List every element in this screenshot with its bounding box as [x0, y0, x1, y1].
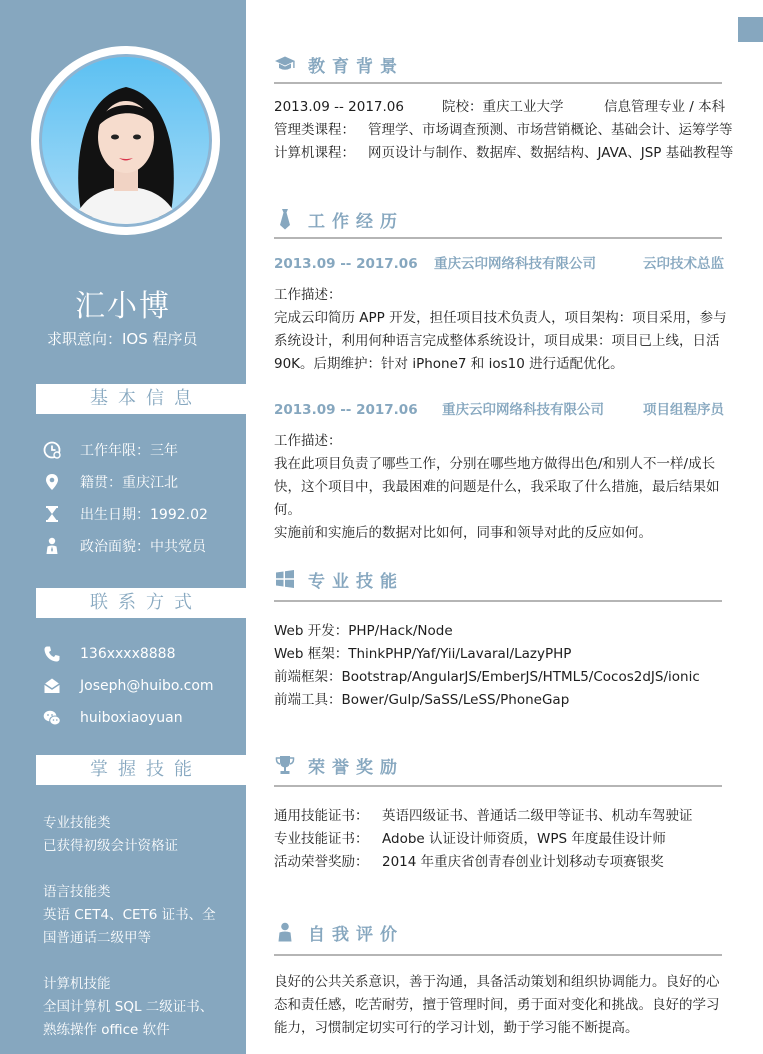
computer-course-label: 计算机课程： — [274, 145, 355, 161]
self-eval-line: 良好的公共关系意识，善于沟通，具备活动策划和组织协调能力。良好的心 — [274, 974, 720, 990]
job-1-description — [274, 284, 730, 376]
self-eval-divider — [274, 954, 722, 956]
skill-group-title: 语言技能类 — [43, 884, 111, 900]
skills-heading: 掌握技能 — [36, 755, 246, 785]
skill-group-title: 计算机技能 — [43, 976, 111, 992]
management-course-label: 管理类课程： — [274, 122, 355, 138]
graduation-cap-icon — [274, 53, 296, 75]
info-birthdate — [43, 503, 208, 525]
profile-photo — [39, 54, 212, 227]
work-divider — [274, 237, 722, 239]
necktie-icon — [274, 208, 296, 230]
profile-photo-frame — [31, 46, 220, 235]
skill-group-line: 已获得初级会计资格证 — [43, 838, 178, 854]
job-1-desc-label: 工作描述： — [274, 287, 342, 303]
contact-wechat — [43, 707, 183, 729]
location-pin-icon — [43, 473, 61, 491]
job-2-description — [274, 430, 730, 545]
mail-icon — [43, 677, 61, 695]
skills-title: 专业技能 — [308, 571, 404, 592]
skills-section-heading — [274, 565, 404, 593]
info-hometown-text: 籍贯：重庆江北 — [80, 475, 178, 491]
honor-label: 通用技能证书： — [274, 808, 369, 824]
job-2-desc-line: 我在此项目负责了哪些工作，分别在哪些地方做得出色/和别人不一样/成长 — [274, 456, 716, 472]
skill-group-line: 英语 CET4、CET6 证书、全 — [43, 907, 216, 923]
education-period: 2013.09 -- 2017.06 — [274, 99, 404, 115]
info-birthdate-text: 出生日期：1992.02 — [80, 507, 208, 523]
skill-group-line: 全国计算机 SQL 二级证书、 — [43, 999, 214, 1015]
self-eval-line: 能力，习惯制定切实可行的学习计划，勤于学习能不断提高。 — [274, 1020, 639, 1036]
info-work-years-text: 工作年限：三年 — [80, 443, 178, 459]
skills-divider — [274, 600, 722, 602]
trophy-icon — [274, 754, 296, 776]
windows-logo-icon — [274, 568, 296, 590]
contact-heading: 联系方式 — [36, 588, 246, 618]
info-political-text: 政治面貌：中共党员 — [80, 539, 206, 555]
info-work-years — [43, 439, 178, 461]
honor-label: 活动荣誉奖励： — [274, 854, 369, 870]
education-divider — [274, 82, 722, 84]
education-school: 院校：重庆工业大学 — [442, 99, 564, 115]
computer-course-text: 网页设计与制作、数据库、数据结构、JAVA、JSP 基础教程等 — [368, 145, 734, 161]
job-2-desc-label: 工作描述： — [274, 433, 342, 449]
job-2-period: 2013.09 -- 2017.06 — [274, 402, 418, 418]
honor-text: 英语四级证书、普通话二级甲等证书、机动车驾驶证 — [382, 808, 693, 824]
work-title: 工作经历 — [308, 211, 404, 232]
education-title: 教育背景 — [308, 56, 404, 77]
self-eval-line: 态和责任感，吃苦耐劳，擅于管理时间，勇于面对变化和挑战。良好的学习 — [274, 997, 720, 1013]
job-1-period: 2013.09 -- 2017.06 — [274, 256, 418, 272]
job-1-desc-line: 系统设计，利用何种语言完成整体系统设计，项目成果：项目已上线，日活 — [274, 333, 720, 349]
sidebar — [0, 0, 246, 1054]
work-years-icon — [43, 441, 61, 459]
skill-group-line: 国普通话二级甲等 — [43, 930, 151, 946]
candidate-name: 汇小博 — [75, 289, 171, 324]
info-political — [43, 535, 206, 557]
skill-group-line: 熟练操作 office 软件 — [43, 1022, 170, 1038]
contact-email — [43, 675, 214, 697]
contact-phone-text: 136xxxx8888 — [80, 646, 176, 662]
job-1-position: 云印技术总监 — [643, 256, 724, 272]
honor-text: 2014 年重庆省创青春创业计划移动专项赛银奖 — [382, 854, 664, 870]
person-icon — [274, 921, 296, 943]
skill-line: 前端框架：Bootstrap/AngularJS/EmberJS/HTML5/Cocos2dJS/ionic — [274, 669, 700, 685]
job-2-desc-line: 实施前和实施后的数据对比如何，同事和领导对此的反应如何。 — [274, 525, 652, 541]
management-course-text: 管理学、市场调查预测、市场营销概论、基础会计、运筹学等 — [368, 122, 733, 138]
job-2-desc-line: 快，这个项目中，我最困难的问题是什么，我采取了什么措施，最后结果如何。 — [274, 479, 720, 518]
honors-divider — [274, 785, 722, 787]
phone-icon — [43, 645, 61, 663]
job-1-company: 重庆云印网络科技有限公司 — [434, 256, 596, 272]
job-intent: 求职意向：IOS 程序员 — [47, 330, 198, 348]
contact-phone — [43, 643, 176, 665]
work-section-heading — [274, 205, 404, 233]
hourglass-icon — [43, 505, 61, 523]
skill-line: 前端工具：Bower/Gulp/SaSS/LeSS/PhoneGap — [274, 692, 570, 708]
person-icon — [43, 537, 61, 555]
job-2-position: 项目组程序员 — [643, 402, 724, 418]
basic-info-heading: 基本信息 — [36, 384, 246, 414]
job-1-desc-line: 完成云印简历 APP 开发，担任项目技术负责人，项目架构：项目采用，参与 — [274, 310, 727, 326]
wechat-icon — [43, 709, 61, 727]
honor-text: Adobe 认证设计师资质，WPS 年度最佳设计师 — [382, 831, 666, 847]
self-eval-section-heading — [274, 918, 404, 946]
education-major: 信息管理专业 / 本科 — [604, 99, 726, 115]
info-hometown — [43, 471, 178, 493]
corner-accent — [738, 17, 763, 42]
contact-email-text: Joseph@huibo.com — [80, 678, 214, 694]
honors-title: 荣誉奖励 — [308, 757, 404, 778]
education-section-heading — [274, 50, 404, 78]
job-2-company: 重庆云印网络科技有限公司 — [442, 402, 604, 418]
self-eval-text — [274, 971, 730, 1040]
contact-wechat-text: huiboxiaoyuan — [80, 710, 183, 726]
skill-group-language — [43, 881, 223, 950]
skill-group-title: 专业技能类 — [43, 815, 111, 831]
skill-line: Web 框架：ThinkPHP/Yaf/Yii/Lavaral/LazyPHP — [274, 646, 572, 662]
honor-label: 专业技能证书： — [274, 831, 369, 847]
skill-group-computer — [43, 973, 223, 1042]
self-eval-title: 自我评价 — [308, 924, 404, 945]
job-1-desc-line: 90K。后期维护：针对 iPhone7 和 ios10 进行适配优化。 — [274, 356, 624, 372]
skill-group-professional — [43, 812, 223, 858]
skill-line: Web 开发：PHP/Hack/Node — [274, 623, 453, 639]
honors-section-heading — [274, 751, 404, 779]
